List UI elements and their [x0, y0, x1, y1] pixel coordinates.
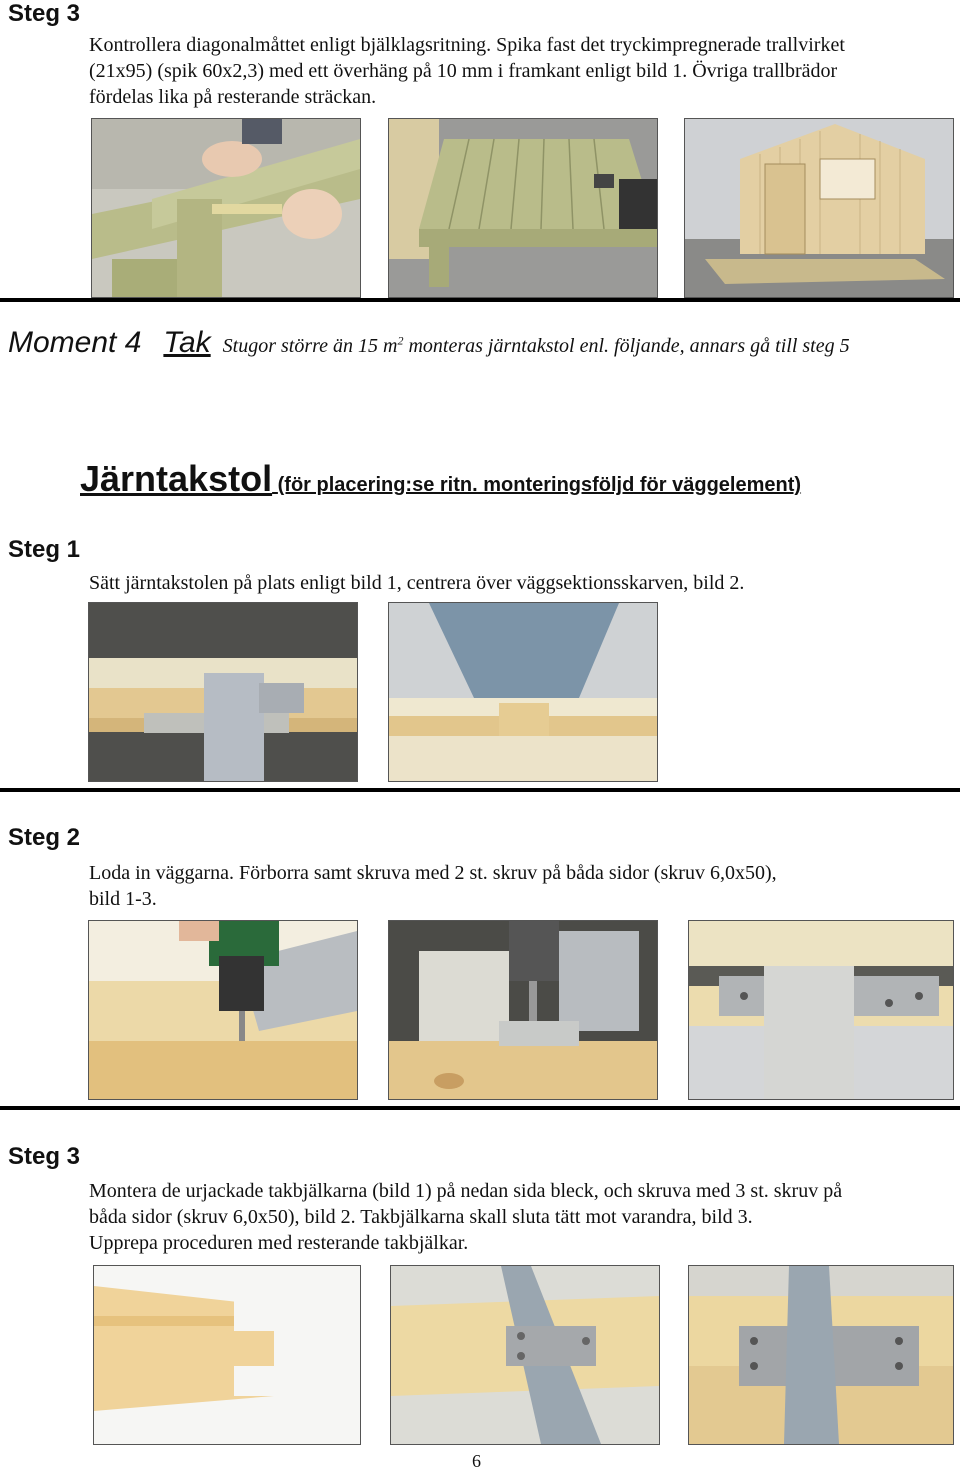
step2-text — [89, 860, 777, 912]
jarntakstol-title: Järntakstol — [80, 458, 273, 499]
moment-label: Moment 4 — [8, 326, 142, 359]
text-line: Upprepa proceduren med resterande takbjälkar. — [89, 1232, 469, 1254]
divider — [0, 1106, 960, 1110]
text-line: Loda in väggarna. Förborra samt skruva med 2 st. skruv på båda sidor (skruv 6,0x50), — [89, 862, 777, 884]
step-text-top — [89, 32, 845, 110]
text-line: Montera de urjackade takbjälkarna (bild 1) på nedan sida bleck, och skruva med 3 st. skruv på — [89, 1180, 843, 1202]
photo-bracket-screws — [688, 920, 954, 1100]
moment-title: Tak — [163, 326, 211, 359]
text-line: båda sidor (skruv 6,0x50), bild 2. Takbjälkarna skall sluta tätt mot varandra, bild 3. — [89, 1206, 753, 1228]
photo-beams-meeting — [688, 1265, 954, 1445]
text-line: (21x95) (spik 60x2,3) med ett överhäng på 10 mm i framkant enligt bild 1. Övriga trallbrädor — [89, 60, 838, 82]
text-line: Kontrollera diagonalmåttet enligt bjälklagsritning. Spika fast det tryckimpregnerade trallvirket — [89, 34, 845, 56]
photo-cabin — [684, 118, 954, 298]
divider — [0, 788, 960, 792]
moment-note — [223, 335, 850, 357]
moment-heading — [8, 326, 850, 360]
step3-text — [89, 1178, 842, 1256]
photo-truss-bracket — [88, 602, 358, 782]
photo-truss-joint — [388, 602, 658, 782]
moment-note-pre: Stugor större än 15 m — [222, 335, 398, 357]
jarntakstol-heading — [80, 458, 801, 500]
step1-text: Sätt järntakstolen på plats enligt bild 1, centrera över väggsektionsskarven, bild 2. — [89, 572, 745, 594]
photo-drilling — [88, 920, 358, 1100]
page-number: 6 — [472, 1451, 481, 1471]
moment-note-sup: 2 — [397, 333, 404, 348]
divider — [0, 298, 960, 302]
step1-label: Steg 1 — [8, 536, 81, 563]
text-line: bild 1-3. — [89, 888, 157, 910]
photo-deck-boards — [388, 118, 658, 298]
photo-notched-beam — [93, 1265, 361, 1445]
jarntakstol-subtitle — [272, 474, 801, 496]
moment-note-post: monteras järntakstol enl. följande, annars gå till steg 5 — [403, 335, 850, 357]
step-label-top: Steg 3 — [8, 0, 81, 27]
photo-beam-on-bracket — [390, 1265, 660, 1445]
jarntakstol-subtitle-text: (för placering:se ritn. monteringsföljd för väggelement) — [277, 474, 802, 496]
step3-label: Steg 3 — [8, 1143, 81, 1170]
photo-measuring-board — [91, 118, 361, 298]
photo-screw-plate — [388, 920, 658, 1100]
step2-label: Steg 2 — [8, 824, 81, 851]
text-line: fördelas lika på resterande sträckan. — [89, 86, 377, 108]
